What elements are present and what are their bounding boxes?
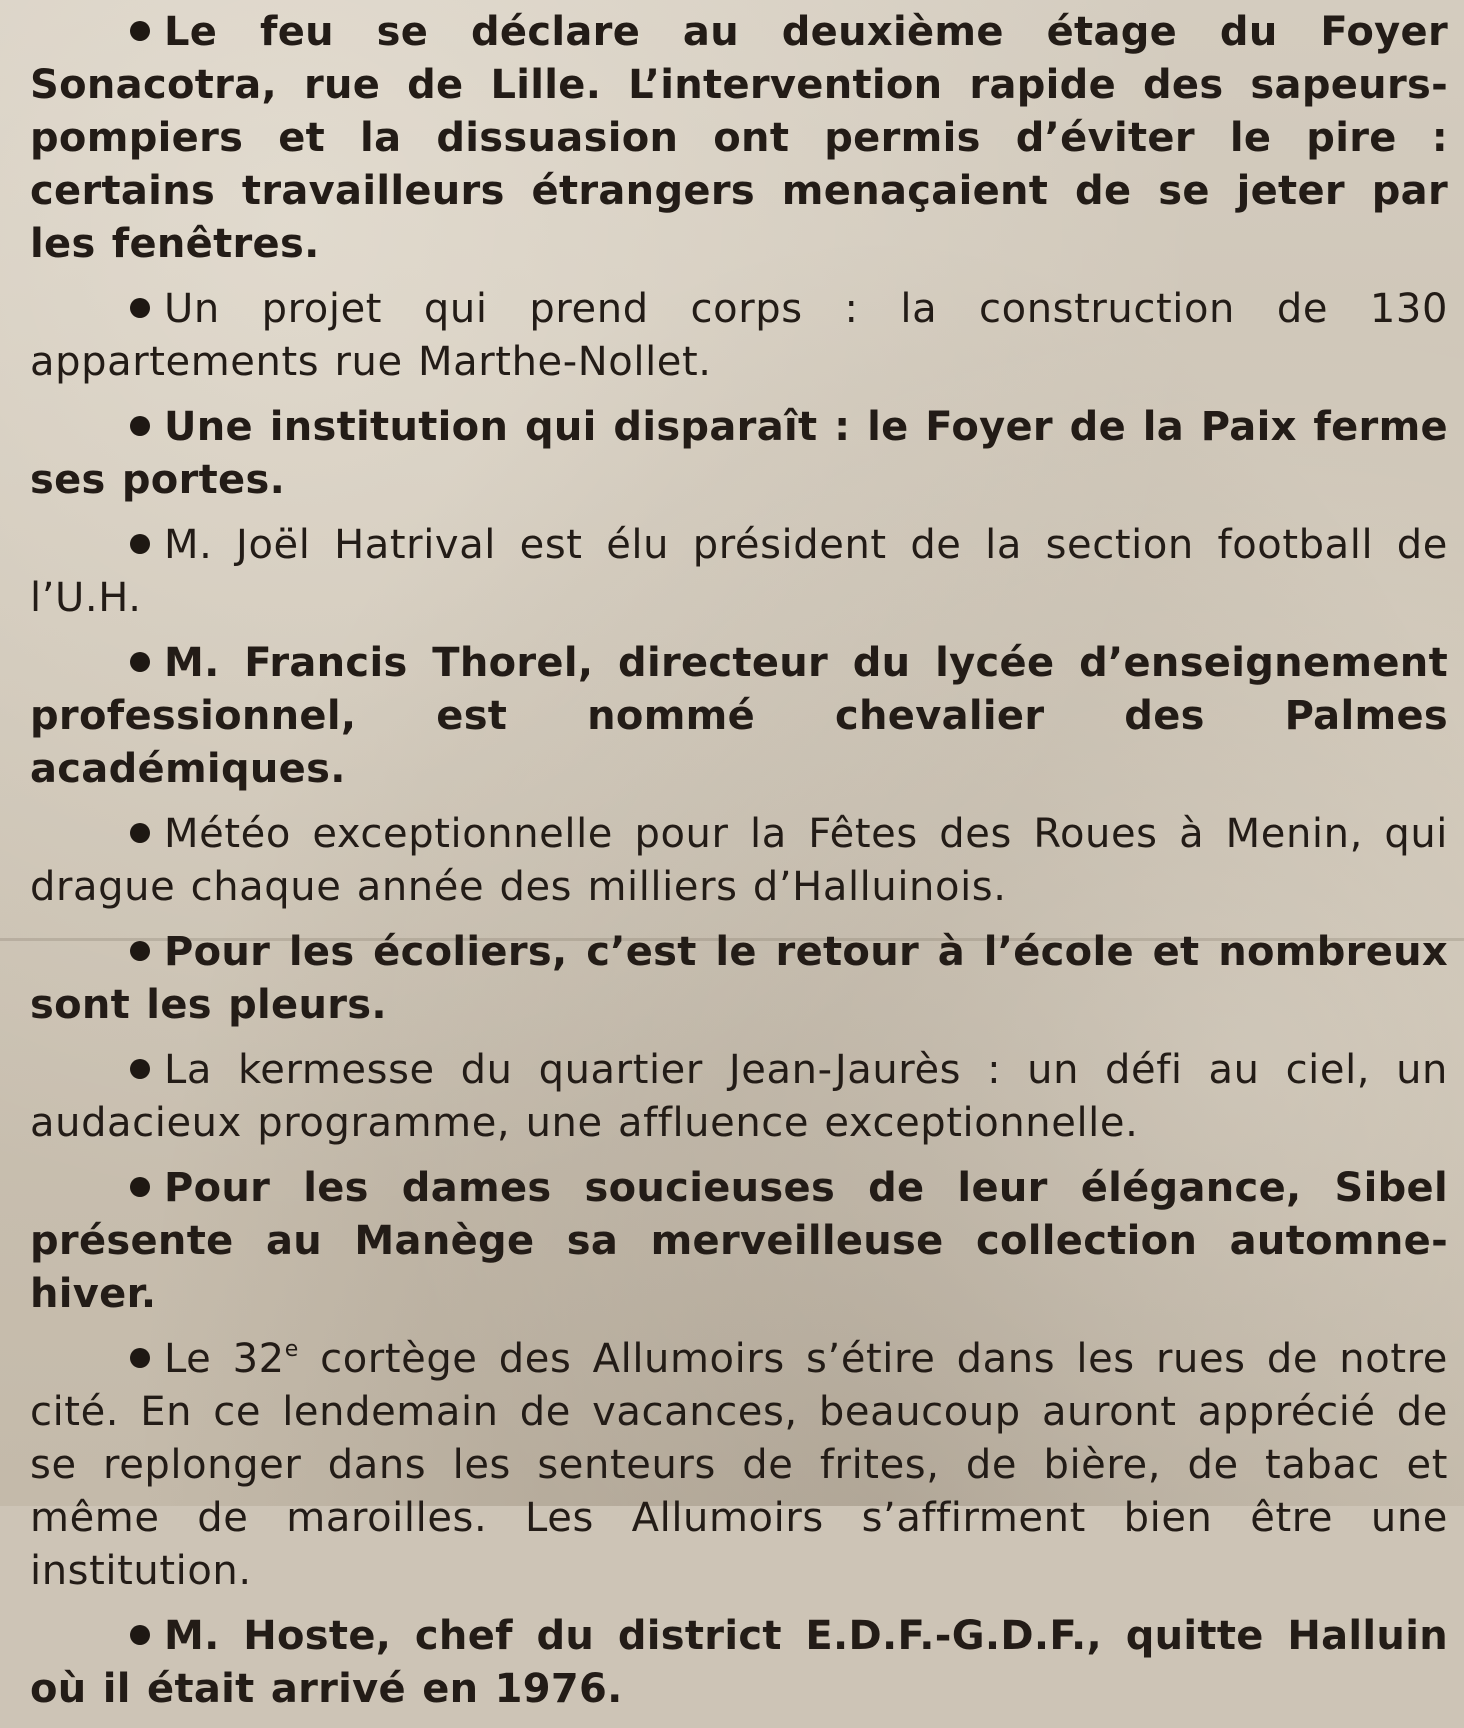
brief-item [30,283,1448,389]
brief-item [30,519,1448,625]
brief-text: M. Hoste, chef du district E.D.F.-G.D.F., quitte Halluin où il était arrivé en 1976. [30,1613,1448,1712]
bullet-icon [130,823,150,843]
brief-text: La kermesse du quartier Jean-Jaurès : un défi au ciel, un audacieux programme, une affluence exceptionnelle. [30,1047,1448,1146]
brief-text: cortège des Allumoirs s’étire dans les rues de notre cité. En ce lendemain de vacances, beaucoup auront apprécié de se replonger dans les senteurs de frites, de bière, de tabac et même de maroilles. Les Allumoirs s’affirment bien être une institution. [30,1336,1448,1594]
brief-text: Le feu se déclare au deuxième étage du Foyer Sonacotra, rue de Lille. L’intervention rapide des sapeurs-pompiers et la dissuasion ont permis d’éviter le pire : certains travailleurs étrangers menaçaient de se jeter par les fenêtres. [30,9,1448,267]
brief-text: Un projet qui prend corps : la construction de 130 appartements rue Marthe-Nollet. [30,286,1448,385]
brief-item [30,6,1448,271]
bullet-icon [130,1177,150,1197]
brief-item [30,637,1448,796]
brief-item [30,1610,1448,1716]
brief-item [30,926,1448,1032]
bullet-icon [130,941,150,961]
bullet-icon [130,21,150,41]
bullet-icon [130,298,150,318]
ordinal-superscript: e [284,1337,299,1362]
bullet-icon [130,1059,150,1079]
brief-text: Météo exceptionnelle pour la Fêtes des Roues à Menin, qui drague chaque année des milliers d’Halluinois. [30,811,1448,910]
news-briefs-column [30,6,1448,1728]
bullet-icon [130,1625,150,1645]
brief-item [30,401,1448,507]
brief-text-start: Le 32 [164,1336,285,1382]
brief-text: Une institution qui disparaît : le Foyer de la Paix ferme ses portes. [30,404,1448,503]
brief-text: Pour les dames soucieuses de leur élégance, Sibel présente au Manège sa merveilleuse collection automne-hiver. [30,1165,1448,1317]
bullet-icon [130,652,150,672]
brief-item [30,1333,1448,1598]
bullet-icon [130,1348,150,1368]
brief-item [30,1044,1448,1150]
bullet-icon [130,534,150,554]
brief-item [30,808,1448,914]
bullet-icon [130,416,150,436]
brief-text: M. Francis Thorel, directeur du lycée d’enseignement professionnel, est nommé chevalier des Palmes académiques. [30,640,1448,792]
brief-text: Pour les écoliers, c’est le retour à l’école et nombreux sont les pleurs. [30,929,1448,1028]
brief-item [30,1162,1448,1321]
brief-text: M. Joël Hatrival est élu président de la section football de l’U.H. [30,522,1448,621]
